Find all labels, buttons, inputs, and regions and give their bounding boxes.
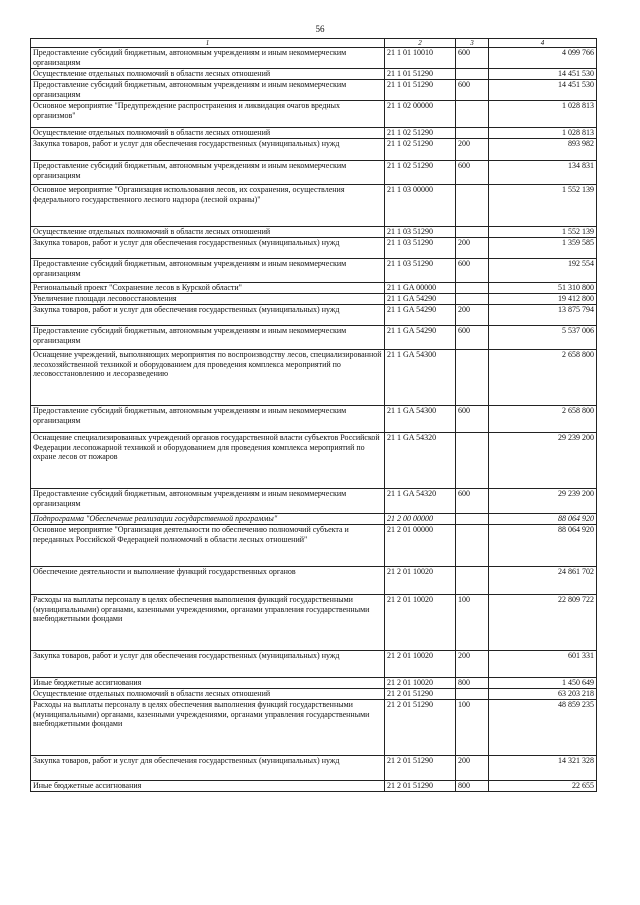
row-amount: 63 203 218	[489, 689, 597, 700]
row-amount: 88 064 920	[489, 525, 597, 567]
table-row	[31, 595, 597, 651]
table-row	[31, 678, 597, 689]
row-code: 21 1 GA 54290	[385, 305, 456, 326]
row-code: 21 1 02 51290	[385, 128, 456, 139]
row-amount: 14 451 530	[489, 80, 597, 101]
row-code: 21 2 01 10020	[385, 651, 456, 678]
row-vr: 800	[456, 781, 489, 792]
table-row	[31, 433, 597, 489]
row-amount: 22 655	[489, 781, 597, 792]
row-amount: 22 809 722	[489, 595, 597, 651]
row-code: 21 2 01 51290	[385, 700, 456, 756]
table-row	[31, 305, 597, 326]
table-row	[31, 525, 597, 567]
row-code: 21 1 03 51290	[385, 227, 456, 238]
row-name: Осуществление отдельных полномочий в области лесных отношений	[31, 227, 385, 238]
table-row	[31, 283, 597, 294]
row-code: 21 2 01 51290	[385, 756, 456, 781]
row-amount: 5 537 006	[489, 326, 597, 350]
row-code: 21 1 02 51290	[385, 139, 456, 161]
row-code: 21 1 GA 54290	[385, 326, 456, 350]
row-vr	[456, 69, 489, 80]
row-vr	[456, 294, 489, 305]
row-amount: 24 861 702	[489, 567, 597, 595]
row-name: Закупка товаров, работ и услуг для обеспечения государственных (муниципальных) нужд	[31, 305, 385, 326]
table-row	[31, 227, 597, 238]
row-amount: 19 412 800	[489, 294, 597, 305]
table-row	[31, 80, 597, 101]
row-code: 21 2 01 51290	[385, 781, 456, 792]
row-name: Региональный проект "Сохранение лесов в Курской области"	[31, 283, 385, 294]
header-row	[31, 39, 597, 48]
row-amount: 51 310 800	[489, 283, 597, 294]
row-amount: 88 064 920	[489, 514, 597, 525]
table-row	[31, 259, 597, 283]
row-name: Предоставление субсидий бюджетным, автономным учреждениям и иным некоммерческим организациям	[31, 161, 385, 185]
table-row	[31, 48, 597, 69]
row-name: Подпрограмма "Обеспечение реализации государственной программы"	[31, 514, 385, 525]
table-row	[31, 756, 597, 781]
row-vr: 600	[456, 489, 489, 514]
row-vr	[456, 283, 489, 294]
row-vr: 800	[456, 678, 489, 689]
row-amount: 48 859 235	[489, 700, 597, 756]
row-name: Осуществление отдельных полномочий в области лесных отношений	[31, 69, 385, 80]
row-name: Предоставление субсидий бюджетным, автономным учреждениям и иным некоммерческим организациям	[31, 406, 385, 433]
row-code: 21 2 00 00000	[385, 514, 456, 525]
row-vr: 600	[456, 48, 489, 69]
row-vr: 200	[456, 756, 489, 781]
row-name: Осуществление отдельных полномочий в области лесных отношений	[31, 689, 385, 700]
row-code: 21 2 01 00000	[385, 525, 456, 567]
row-vr	[456, 689, 489, 700]
table-row	[31, 139, 597, 161]
table-row	[31, 514, 597, 525]
row-vr: 200	[456, 651, 489, 678]
row-name: Предоставление субсидий бюджетным, автономным учреждениям и иным некоммерческим организациям	[31, 48, 385, 69]
row-code: 21 1 GA 54320	[385, 433, 456, 489]
row-code: 21 1 02 51290	[385, 161, 456, 185]
row-vr	[456, 433, 489, 489]
row-code: 21 1 01 10010	[385, 48, 456, 69]
row-name: Оснащение учреждений, выполняющих мероприятия по воспроизводству лесов, специализированной лесохозяйственной техникой и оборудованием для проведения комплекса мероприятий по лесовосстановлению и лесоразведению	[31, 350, 385, 406]
table-row	[31, 700, 597, 756]
page-number: 56	[315, 24, 325, 34]
row-name: Предоставление субсидий бюджетным, автономным учреждениям и иным некоммерческим организациям	[31, 259, 385, 283]
row-vr: 100	[456, 595, 489, 651]
table-row	[31, 326, 597, 350]
row-name: Закупка товаров, работ и услуг для обеспечения государственных (муниципальных) нужд	[31, 139, 385, 161]
row-code: 21 1 GA 00000	[385, 283, 456, 294]
table-header	[31, 39, 597, 48]
row-code: 21 1 GA 54300	[385, 350, 456, 406]
row-code: 21 2 01 10020	[385, 678, 456, 689]
row-amount: 1 450 649	[489, 678, 597, 689]
row-name: Расходы на выплаты персоналу в целях обеспечения выполнения функций государственными (муниципальными) органами, казенными учреждениями, органами управления государственными внебюджетными фондами	[31, 700, 385, 756]
row-code: 21 2 01 10020	[385, 595, 456, 651]
row-vr	[456, 227, 489, 238]
row-code: 21 1 03 51290	[385, 238, 456, 259]
row-vr	[456, 350, 489, 406]
row-name: Закупка товаров, работ и услуг для обеспечения государственных (муниципальных) нужд	[31, 756, 385, 781]
row-vr	[456, 185, 489, 227]
row-name: Основное мероприятие "Предупреждение распространения и ликвидация очагов вредных организмов"	[31, 101, 385, 128]
row-vr: 600	[456, 259, 489, 283]
row-vr: 600	[456, 161, 489, 185]
table-row	[31, 651, 597, 678]
table-row	[31, 406, 597, 433]
row-vr	[456, 567, 489, 595]
row-name: Иные бюджетные ассигнования	[31, 678, 385, 689]
row-amount: 1 552 139	[489, 185, 597, 227]
table-row	[31, 128, 597, 139]
row-amount: 29 239 200	[489, 433, 597, 489]
row-amount: 14 321 328	[489, 756, 597, 781]
row-amount: 1 552 139	[489, 227, 597, 238]
row-name: Иные бюджетные ассигнования	[31, 781, 385, 792]
table-row	[31, 781, 597, 792]
row-vr: 200	[456, 139, 489, 161]
row-amount: 2 658 800	[489, 406, 597, 433]
table-row	[31, 185, 597, 227]
row-vr	[456, 101, 489, 128]
row-code: 21 2 01 10020	[385, 567, 456, 595]
budget-table	[30, 38, 597, 792]
row-amount: 29 239 200	[489, 489, 597, 514]
row-vr: 200	[456, 238, 489, 259]
row-vr	[456, 514, 489, 525]
row-code: 21 1 GA 54290	[385, 294, 456, 305]
header-col-name: 1	[31, 39, 385, 48]
row-amount: 13 875 794	[489, 305, 597, 326]
row-amount: 134 831	[489, 161, 597, 185]
row-code: 21 2 01 51290	[385, 689, 456, 700]
row-name: Предоставление субсидий бюджетным, автономным учреждениям и иным некоммерческим организациям	[31, 80, 385, 101]
row-name: Основное мероприятие "Организация деятельности по обеспечению полномочий субъекта и переданных Российской Федерацией полномочий в области лесных отношений"	[31, 525, 385, 567]
row-amount: 893 982	[489, 139, 597, 161]
row-name: Расходы на выплаты персоналу в целях обеспечения выполнения функций государственными (муниципальными) органами, казенными учреждениями, органами управления государственными внебюджетными фондами	[31, 595, 385, 651]
header-col-vr: 3	[456, 39, 489, 48]
row-amount: 192 554	[489, 259, 597, 283]
table-row	[31, 69, 597, 80]
row-code: 21 1 GA 54300	[385, 406, 456, 433]
row-code: 21 1 01 51290	[385, 69, 456, 80]
table-row	[31, 238, 597, 259]
row-vr: 600	[456, 326, 489, 350]
row-name: Оснащение специализированных учреждений органов государственной власти субъектов Российской Федерации лесопожарной техникой и оборудованием для проведения комплекса мероприятий по охране лесов от пожаров	[31, 433, 385, 489]
row-name: Предоставление субсидий бюджетным, автономным учреждениям и иным некоммерческим организациям	[31, 326, 385, 350]
table-row	[31, 101, 597, 128]
row-amount: 14 451 530	[489, 69, 597, 80]
row-amount: 1 028 813	[489, 128, 597, 139]
row-name: Предоставление субсидий бюджетным, автономным учреждениям и иным некоммерческим организациям	[31, 489, 385, 514]
row-vr: 600	[456, 80, 489, 101]
table-row	[31, 161, 597, 185]
row-code: 21 1 01 51290	[385, 80, 456, 101]
header-col-amount: 4	[489, 39, 597, 48]
row-amount: 2 658 800	[489, 350, 597, 406]
row-name: Закупка товаров, работ и услуг для обеспечения государственных (муниципальных) нужд	[31, 238, 385, 259]
row-amount: 4 099 766	[489, 48, 597, 69]
row-name: Увеличение площади лесовосстановления	[31, 294, 385, 305]
row-amount: 601 331	[489, 651, 597, 678]
row-vr	[456, 525, 489, 567]
header-col-code: 2	[385, 39, 456, 48]
row-name: Осуществление отдельных полномочий в области лесных отношений	[31, 128, 385, 139]
row-code: 21 1 02 00000	[385, 101, 456, 128]
row-vr: 600	[456, 406, 489, 433]
row-amount: 1 359 585	[489, 238, 597, 259]
row-code: 21 1 03 00000	[385, 185, 456, 227]
table-row	[31, 489, 597, 514]
table-row	[31, 294, 597, 305]
row-name: Закупка товаров, работ и услуг для обеспечения государственных (муниципальных) нужд	[31, 651, 385, 678]
row-code: 21 1 03 51290	[385, 259, 456, 283]
row-vr	[456, 128, 489, 139]
row-vr: 100	[456, 700, 489, 756]
table-body	[31, 48, 597, 792]
table-row	[31, 567, 597, 595]
row-name: Обеспечение деятельности и выполнение функций государственных органов	[31, 567, 385, 595]
table-row	[31, 689, 597, 700]
row-code: 21 1 GA 54320	[385, 489, 456, 514]
table-row	[31, 350, 597, 406]
row-name: Основное мероприятие "Организация использования лесов, их сохранения, осуществления федерального государственного лесного надзора (лесной охраны)"	[31, 185, 385, 227]
row-amount: 1 028 813	[489, 101, 597, 128]
row-vr: 200	[456, 305, 489, 326]
